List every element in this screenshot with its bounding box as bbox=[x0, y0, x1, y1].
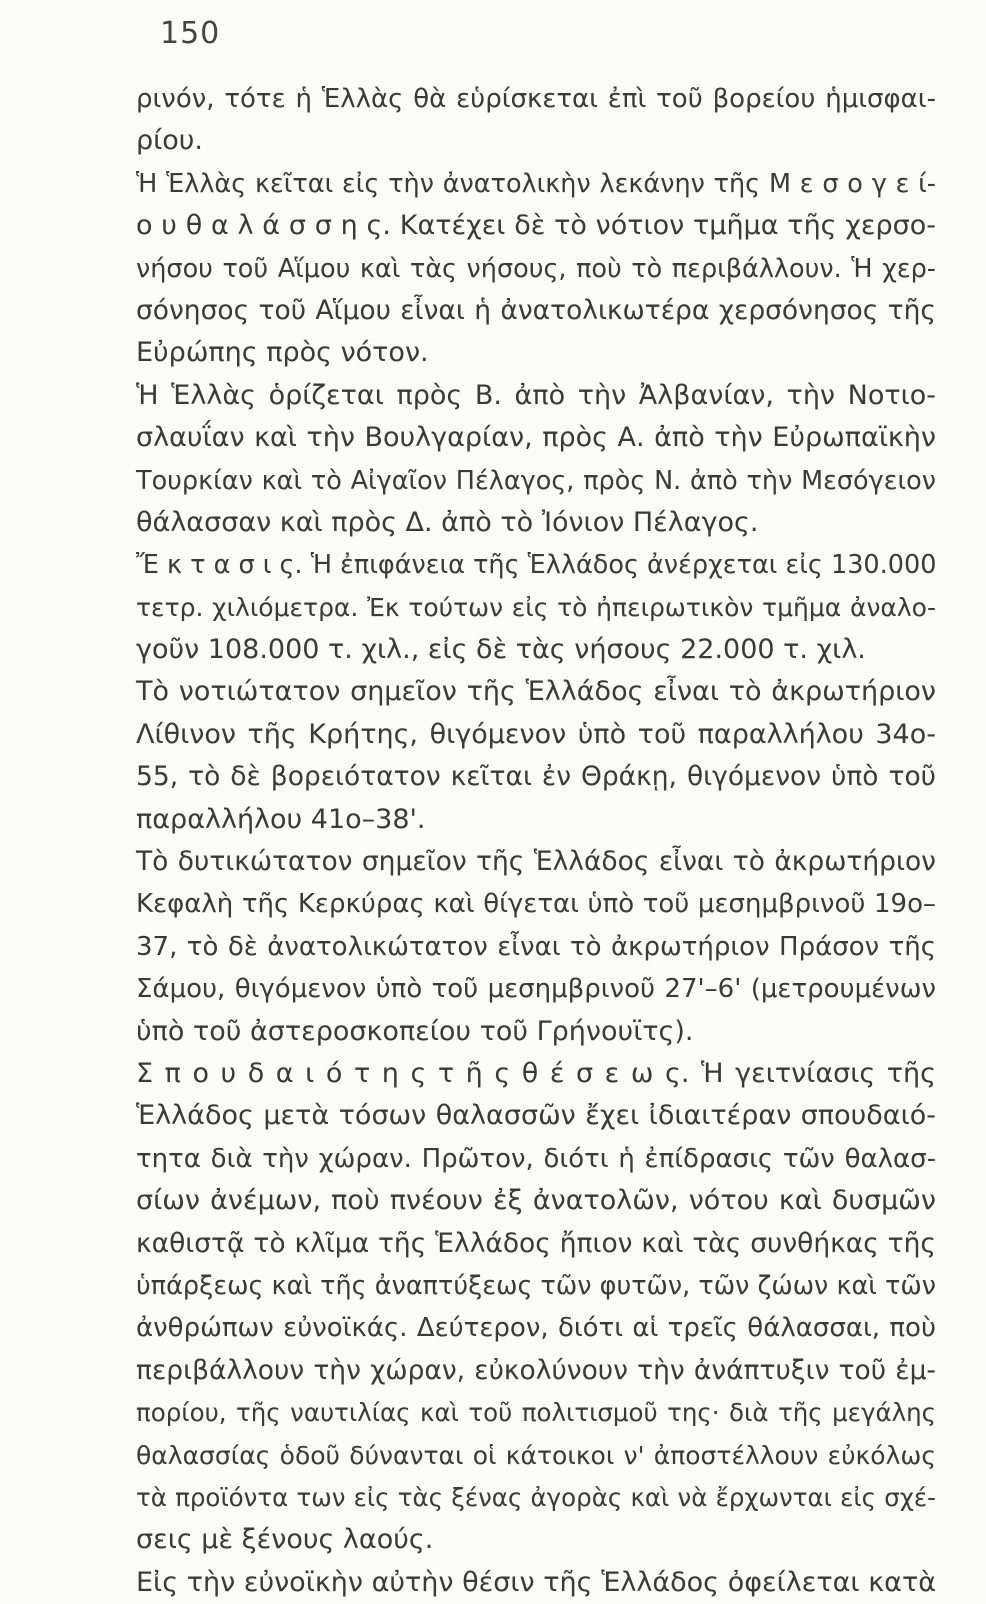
text-line: σόνησος τοῦ Αἵμου εἶναι ἡ ἀνατολικωτέρα χερσόνησος τῆς bbox=[136, 294, 936, 326]
text-line: ἀνθρώπων εὐνοϊκάς. Δεύτερον, διότι αἱ τρεῖς θάλασσαι, ποὺ bbox=[136, 1313, 936, 1344]
page-number: 150 bbox=[160, 16, 221, 51]
text-line: Σ π ο υ δ α ι ό τ η ς τ ῆ ς θ έ σ ε ω ς. Ἡ γειτνίασις τῆς bbox=[136, 1057, 936, 1089]
text-line: Σάμου, θιγόμενον ὑπὸ τοῦ μεσημβρινοῦ 27'–6' (μετρουμένων bbox=[136, 974, 936, 1005]
text-line: τὰ προϊόντα των εἰς τὰς ξένας ἀγορὰς καὶ νὰ ἔρχωνται εἰς σχέ- bbox=[136, 1482, 936, 1512]
text-line: ρινόν, τότε ἡ Ἑλλὰς θὰ εὑρίσκεται ἐπὶ τοῦ βορείου ἡμισφαι- bbox=[136, 84, 936, 114]
text-line: ο υ θ α λ ά σ σ η ς. Κατέχει δὲ τὸ νότιον τμῆμα τῆς χερσο- bbox=[136, 210, 936, 242]
text-line: τετρ. χιλιόμετρα. Ἐκ τούτων εἰς τὸ ἠπειρωτικὸν τμῆμα ἀναλο- bbox=[136, 592, 936, 622]
text-line: παραλλήλου 41ο–38'. bbox=[136, 803, 426, 835]
text-line: ὑπὸ τοῦ ἀστεροσκοπείου τοῦ Γρήνουϊτς). bbox=[136, 1015, 694, 1047]
text-line: Ἔ κ τ α σ ι ς. Ἡ ἐπιφάνεια τῆς Ἑλλάδος ἀνέρχεται εἰς 130.000 bbox=[136, 550, 937, 581]
text-line: καθιστᾷ τὸ κλῖμα τῆς Ἑλλάδος ἤπιον καὶ τὰς συνθήκας τῆς bbox=[136, 1227, 936, 1259]
text-line: Ἡ Ἑλλὰς κεῖται εἰς τὴν ἀνατολικὴν λεκάνην τῆς Μ ε σ ο γ ε ί- bbox=[136, 168, 936, 199]
text-line: γοῦν 108.000 τ. χιλ., εἰς δὲ τὰς νήσους 22.000 τ. χιλ. bbox=[136, 634, 866, 666]
text-line: Λίθινον τῆς Κρήτης, θιγόμενον ὑπὸ τοῦ παραλλήλου 34ο- bbox=[136, 718, 936, 750]
text-line: Ἡ Ἑλλὰς ὁρίζεται πρὸς Β. ἀπὸ τὴν Ἀλβανίαν, τὴν Νοτιο- bbox=[136, 379, 936, 411]
text-line: περιβάλλουν τὴν χώραν, εὐκολύνουν τὴν ἀνάπτυξιν τοῦ ἐμ- bbox=[136, 1354, 936, 1386]
text-line: Ἑλλάδος μετὰ τόσων θαλασσῶν ἔχει ἰδιαιτέραν σπουδαιό- bbox=[136, 1100, 936, 1132]
text-line: Εὐρώπης πρὸς νότον. bbox=[136, 337, 429, 369]
text-line: σεις μὲ ξένους λαούς. bbox=[136, 1524, 434, 1556]
text-line: νήσου τοῦ Αἵμου καὶ τὰς νήσους, ποὺ τὸ περιβάλλουν. Ἡ χερ- bbox=[136, 253, 936, 284]
text-line: σίων ἀνέμων, ποὺ πνέουν ἐξ ἀνατολῶν, νότου καὶ δυσμῶν bbox=[136, 1185, 936, 1217]
text-line: ὑπάρξεως καὶ τῆς ἀναπτύξεως τῶν φυτῶν, τῶν ζώων καὶ τῶν bbox=[136, 1270, 936, 1301]
text-line: πορίου, τῆς ναυτιλίας καὶ τοῦ πολιτισμοῦ της· διὰ τῆς μεγάλης bbox=[136, 1398, 936, 1428]
text-line: Τὸ νοτιώτατον σημεῖον τῆς Ἑλλάδος εἶναι τὸ ἀκρωτήριον bbox=[136, 676, 936, 708]
text-line: θαλασσίας ὁδοῦ δύνανται οἱ κάτοικοι ν' ἀποστέλλουν εὐκόλως bbox=[136, 1440, 936, 1470]
body-text bbox=[136, 78, 936, 1604]
text-line: Τουρκίαν καὶ τὸ Αἰγαῖον Πέλαγος, πρὸς Ν. ἀπὸ τὴν Μεσόγειον bbox=[136, 465, 936, 496]
text-line: τητα διὰ τὴν χώραν. Πρῶτον, διότι ἡ ἐπίδρασις τῶν θαλασ- bbox=[136, 1143, 936, 1174]
text-line: θάλασσαν καὶ πρὸς Δ. ἀπὸ τὸ Ἰόνιον Πέλαγος. bbox=[136, 506, 759, 538]
text-line: 55, τὸ δὲ βορειότατον κεῖται ἐν Θράκῃ, θιγόμενον ὑπὸ τοῦ bbox=[136, 761, 936, 793]
text-line: Τὸ δυτικώτατον σημεῖον τῆς Ἑλλάδος εἶναι τὸ ἀκρωτήριον bbox=[136, 846, 936, 878]
text-line: Κεφαλὴ τῆς Κερκύρας καὶ θίγεται ὑπὸ τοῦ μεσημβρινοῦ 19ο– bbox=[136, 889, 936, 920]
text-line: ρίου. bbox=[136, 125, 203, 157]
text-line: Εἰς τὴν εὐνοϊκὴν αὐτὴν θέσιν τῆς Ἑλλάδος ὀφείλεται κατὰ bbox=[136, 1566, 936, 1598]
text-line: 37, τὸ δὲ ἀνατολικώτατον εἶναι τὸ ἀκρωτήριον Πράσον τῆς bbox=[136, 931, 936, 962]
text-line: σλαυΐαν καὶ τὴν Βουλγαρίαν, πρὸς Α. ἀπὸ τὴν Εὐρωπαϊκὴν bbox=[136, 422, 936, 454]
